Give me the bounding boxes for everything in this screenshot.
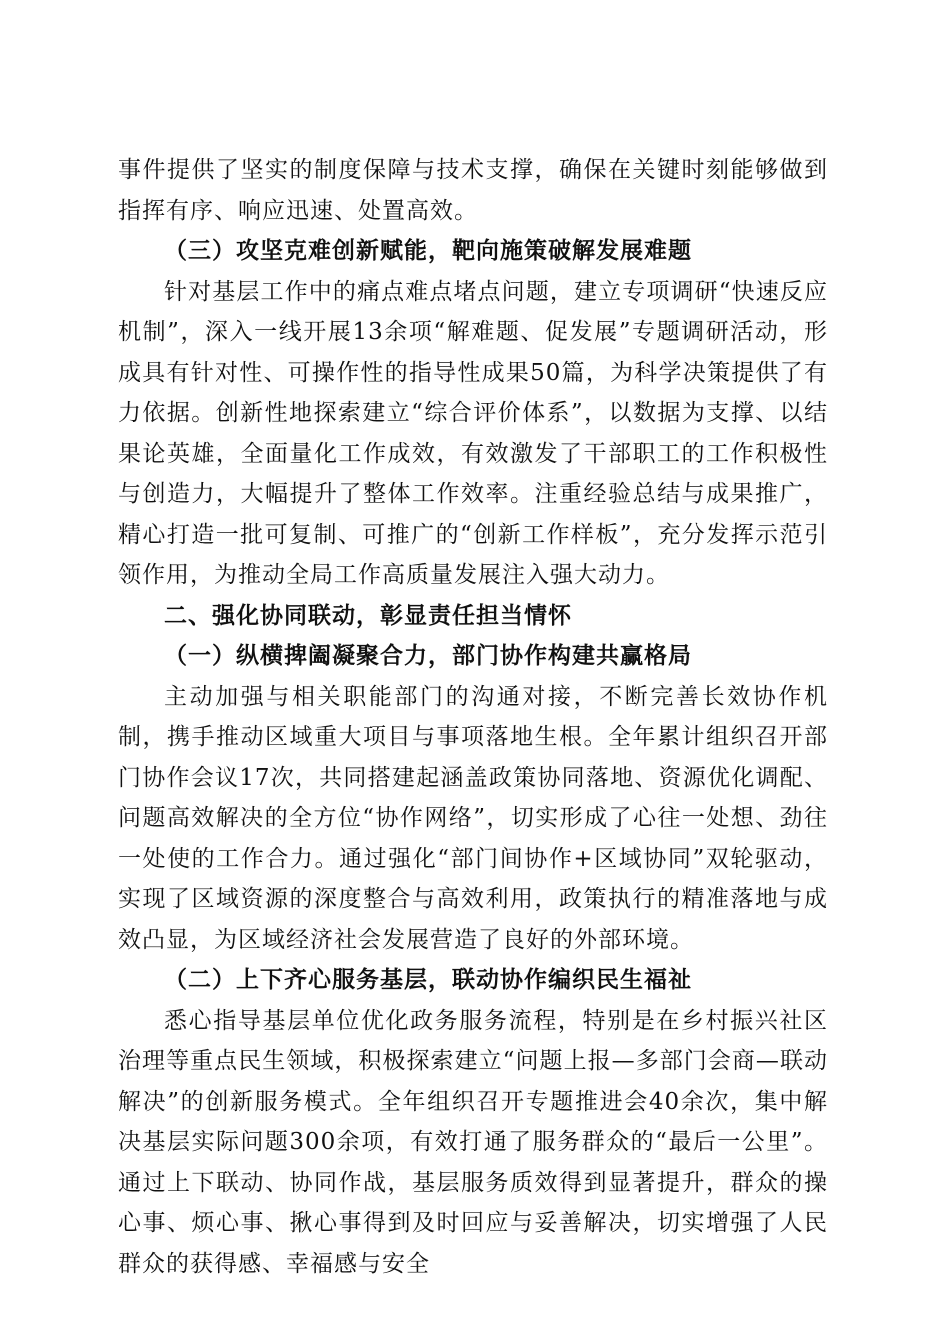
subheading-department-cooperation: （一）纵横捭阖凝聚合力，部门协作构建共赢格局: [164, 642, 692, 669]
paragraph-grassroots-service: 悉心指导基层单位优化政务服务流程，特别是在乡村振兴社区治理等重点民生领域，积极探索建立“问题上报—多部门会商—联动解决”的创新服务模式。全年组织召开专题推进会40余次，集中解决基层实际问题300余项，有效打通了服务群众的“最后一公里”。通过上下联动、协同作战，基层服务质效得到显著提升，群众的操心事、烦心事、揪心事得到及时回应与妥善解决，切实增强了人民群众的获得感、幸福感与安全: [118, 1007, 828, 1277]
subheading-grassroots-service: （二）上下齐心服务基层，联动协作编织民生福祉: [164, 966, 692, 993]
subheading-innovation: （三）攻坚克难创新赋能，靶向施策破解发展难题: [164, 237, 692, 264]
section-heading-collaboration: 二、强化协同联动，彰显责任担当情怀: [164, 602, 572, 629]
document-page: [118, 150, 828, 1284]
paragraph-continued: 事件提供了坚实的制度保障与技术支撑，确保在关键时刻能够做到指挥有序、响应迅速、处置高效。: [118, 157, 828, 224]
paragraph-innovation: 针对基层工作中的痛点难点堵点问题，建立专项调研“快速反应机制”，深入一线开展13余项“解难题、促发展”专题调研活动，形成具有针对性、可操作性的指导性成果50篇，为科学决策提供了有力依据。创新性地探索建立“综合评价体系”，以数据为支撑、以结果论英雄，全面量化工作成效，有效激发了干部职工的工作积极性与创造力，大幅提升了整体工作效率。注重经验总结与成果推广，精心打造一批可复制、可推广的“创新工作样板”，充分发挥示范引领作用，为推动全局工作高质量发展注入强大动力。: [118, 278, 828, 588]
paragraph-department-cooperation: 主动加强与相关职能部门的沟通对接，不断完善长效协作机制，携手推动区域重大项目与事项落地生根。全年累计组织召开部门协作会议17次，共同搭建起涵盖政策协同落地、资源优化调配、问题高效解决的全方位“协作网络”，切实形成了心往一处想、劲往一处使的工作合力。通过强化“部门间协作+区域协同”双轮驱动，实现了区域资源的深度整合与高效利用，政策执行的精准落地与成效凸显，为区域经济社会发展营造了良好的外部环境。: [118, 683, 828, 953]
